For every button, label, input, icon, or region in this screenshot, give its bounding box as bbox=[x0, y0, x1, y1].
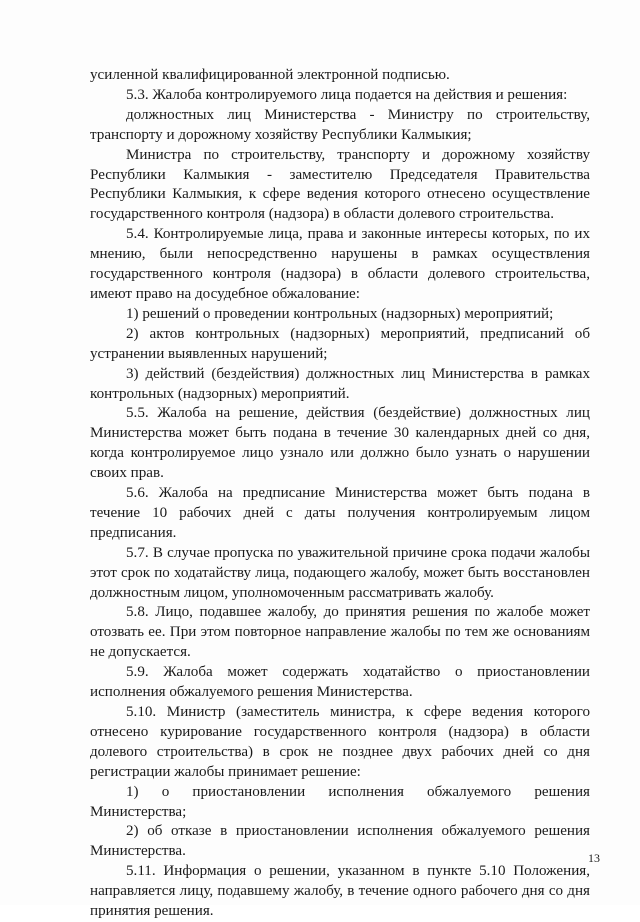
paragraph: 5.6. Жалоба на предписание Министерства может быть подана в течение 10 рабочих дней с даты получения контролируемым лицом предписания. bbox=[90, 485, 590, 541]
paragraph: 5.4. Контролируемые лица, права и законные интересы которых, по их мнению, были непосредственно нарушены в рамках осуществления государственного контроля (надзора) в области долевого строительства, имеют право на досудебное обжалование: bbox=[90, 226, 590, 302]
paragraph: 2) актов контрольных (надзорных) мероприятий, предписаний об устранении выявленных нарушений; bbox=[90, 325, 590, 362]
paragraph: должностных лиц Министерства - Министру по строительству, транспорту и дорожному хозяйству Республики Калмыкия; bbox=[90, 106, 590, 143]
page-number: 13 bbox=[588, 851, 600, 865]
paragraph: усиленной квалифицированной электронной подписью. bbox=[90, 67, 450, 83]
paragraph: 5.3. Жалоба контролируемого лица подается на действия и решения: bbox=[126, 86, 568, 103]
paragraph: 2) об отказе в приостановлении исполнения обжалуемого решения Министерства. bbox=[90, 823, 590, 860]
paragraph: 5.11. Информация о решении, указанном в пункте 5.10 Положения, направляется лицу, подавшему жалобу, в течение одного рабочего дня со дня принятия решения. bbox=[90, 863, 590, 920]
paragraph: 3) действий (бездействия) должностных лиц Министерства в рамках контрольных (надзорных) мероприятий. bbox=[90, 365, 590, 402]
paragraph: 1) решений о проведении контрольных (надзорных) мероприятий; bbox=[126, 305, 554, 322]
paragraph: 5.9. Жалоба может содержать ходатайство о приостановлении исполнения обжалуемого решения Министерства. bbox=[90, 664, 590, 701]
document-body bbox=[90, 66, 590, 922]
paragraph: 5.10. Министр (заместитель министра, к сфере ведения которого отнесено курирование государственного контроля (надзора) в области долевого строительства) в срок не позднее двух рабочих дней со дня регистрации жалобы принимает решение: bbox=[90, 704, 590, 780]
paragraph: 1) о приостановлении исполнения обжалуемого решения Министерства; bbox=[90, 783, 590, 820]
paragraph: 5.7. В случае пропуска по уважительной причине срока подачи жалобы этот срок по ходатайству лица, подающего жалобу, может быть восстановлен должностным лицом, уполномоченным рассматривать жалобу. bbox=[90, 544, 590, 601]
paragraph: 5.8. Лицо, подавшее жалобу, до принятия решения по жалобе может отозвать ее. При этом повторное направление жалобы по тем же основаниям не допускается. bbox=[90, 604, 590, 661]
paragraph: Министра по строительству, транспорту и дорожному хозяйству Республики Калмыкия - заместителю Председателя Правительства Республики Калмыкия, к сфере ведения которого отнесено осуществление государственного контроля (надзора) в области долевого строительства. bbox=[90, 146, 590, 223]
paragraph: 5.5. Жалоба на решение, действия (бездействие) должностных лиц Министерства может быть подана в течение 30 календарных дней со дня, когда контролируемое лицо узнало или должно было узнать о нарушении своих прав. bbox=[90, 405, 590, 482]
